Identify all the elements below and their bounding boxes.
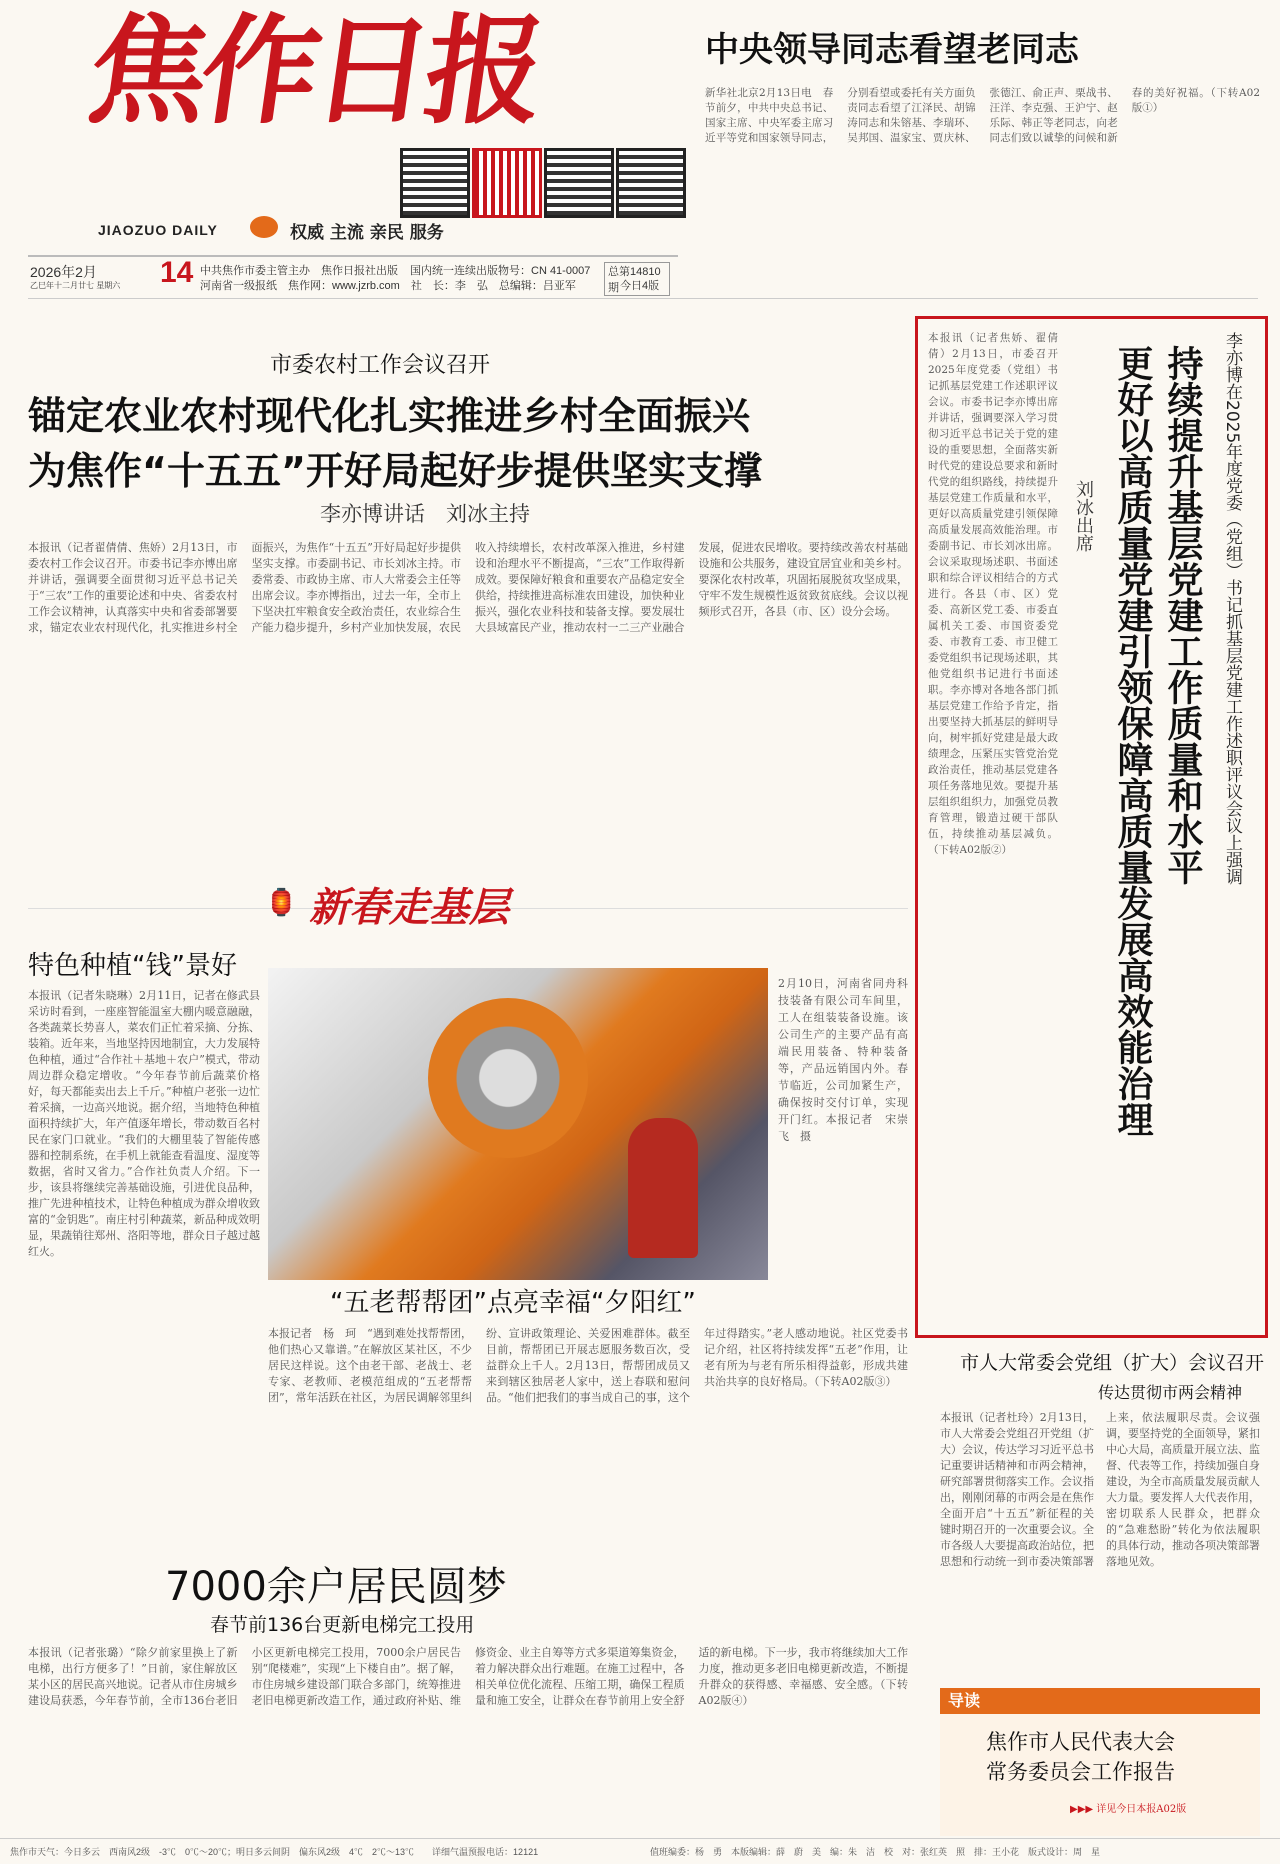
guide-headline2: 常务委员会工作报告 [986,1760,1175,1784]
guide-label: 导读 [948,1691,981,1710]
elevator-subtitle: 春节前136台更新电梯完工投用 [210,1614,475,1636]
guide-jump-link[interactable]: ▶▶▶ 详见今日本报A02版 [1070,1804,1187,1815]
dateline [30,256,670,294]
page-count: 今日4版 [620,280,660,292]
feature2-text: 本报记者 杨 珂 “遇到难处找帮帮团，他们热心又靠谱。”在解放区某社区，不少居民这样说。这个由老干部、老战士、老专家、老教师、老模范组成的“五老帮帮团”，常年活跃在社区，为居民调解邻里纠纷、宣讲政策理论、关爱困难群体。截至目前，帮帮团已开展志愿服务数百次，受益群众上千人。2月13日，帮帮团成员又来到辖区独居老人家中，送上春联和慰问品。“他们把我们的事当成自己的事，这个年过得踏实。”老人感动地说。社区党委书记介绍，社区将持续发挥“五老”作用，让老有所为与老有所乐相得益彰，形成共建共治共享的良好格局。 [268,1327,908,1404]
spring-banner [265,870,645,936]
top-story-lead: 新华社北京2月13日电 春节前夕，中共中央总书记、国家主席、中央军委主席习近平等党和国家领导同志，分别看望或委托有关方面负责同志看望了江泽民、胡锦涛同志和朱镕基、李瑞环、吴邦国、温家宝、贾庆林、张德江、俞正声、栗战书、汪洋、李克强、王沪宁、赵乐际、韩正等老同志，向老同志们致以诚挚的问候和新春的美好祝福。 [705,87,1211,144]
feature1-title: 特色种植“钱”景好 [28,951,237,981]
lead-byline: 李亦博讲话 刘冰主持 [320,502,530,526]
brand-swirl-icon [250,216,278,238]
feature2-jump: （下转A02版③） [814,1375,897,1388]
qr-code-icon [400,148,470,218]
top-story-jump: （下转A02版①） [1131,87,1260,114]
english-name: JIAOZUO DAILY [98,222,218,238]
slogan: 权威 主流 亲民 服务 [290,223,444,243]
qr-code-icon [472,148,542,218]
photo-caption: 2月10日，河南省同舟科技装备有限公司车间里，工人在组装装备设施。该公司生产的主要产品有高端民用装备、特种装备等，产品远销国内外。春节临近，公司加紧生产，确保按时交付订单，实现开门红。本报记者 宋崇飞 摄 [778,977,908,1143]
side-title-col2: 更好以高质量党建引领保障高质量发展高效能治理 [1112,345,1153,1137]
cn-number: 国内统一连续出版物号：CN 41-0007 [410,265,591,277]
congress-body: 本报讯（记者杜玲）2月13日，市人大常委会党组召开党组（扩大）会议，传达学习习近平总书记重要讲话精神和市两会精神，研究部署贯彻落实工作。会议指出，刚刚闭幕的市两会是在焦作全面开启“十五五”新征程的关键时期召开的一次重要会议。全市各级人大要提高政治站位，把思想和行动统一到市委决策部署上来，依法履职尽责。会议强调，要坚持党的全面领导，紧扣中心大局，高质量开展立法、监督、代表等工作，持续加强自身建设，为全市高质量发展贡献人大力量。要发挥人大代表作用，密切联系人民群众，把群众的“急难愁盼”转化为依法履职的具体行动，推动各项决策部署落地见效。 [940,1411,1260,1568]
total-issue: 总第14810期 [604,262,670,296]
banner-title: 新春走基层 [309,884,509,931]
elevator-body [28,1645,908,1830]
side-kicker: 李亦博在2025年度党委（党组）书记抓基层党建工作述职评议会议上强调 [1222,332,1242,886]
lead-kicker: 市委农村工作会议召开 [270,353,491,378]
top-story-body [705,86,1260,254]
feature2-title: “五老帮帮团”点亮幸福“夕阳红” [330,1288,696,1318]
publisher-info: 河南省一级报纸 焦作网：www.jzrb.com 社 长：李 弘 总编辑：吕亚军 [200,280,576,292]
congress-title: 市人大常委会党组（扩大）会议召开 [960,1352,1265,1374]
qr-code-icon [544,148,614,218]
elevator-jump: （下转A02版④） [698,1678,908,1707]
feature1-body: 本报讯（记者朱晓琳）2月11日，记者在修武县采访时看到，一座座智能温室大棚内暖意融融，各类蔬菜长势喜人，菜农们正忙着采摘、分拣、装箱。近年来，当地坚持因地制宜，大力发展特色种植，通过“合作社＋基地＋农户”模式，带动周边群众稳定增收。“今年春节前后蔬菜价格好，每天都能卖出去上千斤。”种植户老张一边忙着采摘，一边高兴地说。据介绍，当地特色种植面积持续扩大，年产值逐年增长，带动数百名村民在家门口就业。“我们的大棚里装了智能传感器和控制系统，在手机上就能查看温度、湿度等数据，省时又省力。”合作社负责人介绍。下一步，该县将继续完善基础设施，引进优良品种，推广先进种植技术，让特色种植成为群众增收致富的“金钥匙”。南庄村引种蔬菜，新品种成效明显，果蔬销往郑州、洛阳等地，群众日子越过越红火。 [28,989,260,1258]
side-title-col1: 持续提升基层党建工作质量和水平 [1162,345,1203,885]
issue-date: 2026年2月 [30,264,97,280]
elevator-title: 7000余户居民圆梦 [165,1564,507,1610]
side-body-text: 本报讯（记者焦娇、翟倩倩）2月13日，市委召开2025年度党委（党组）书记抓基层党建工作述职评议会议。市委书记李亦博出席并讲话，强调要深入学习贯彻习近平总书记关于党的建设的重要思想，全面落实新时代党的建设总要求和新时代党的组织路线，持续提升基层党建工作质量和水平，更好以高质量党建引领保障高质量发展高效能治理。市委副书记、市长刘冰出席。会议采取现场述职、书面述职和综合评议相结合的方式进行。各县（市、区）党委、高新区党工委、市委直属机关工委、市国资委党委、市教育工委、市卫健工委党组织书记现场述职，其他党组织书记进行书面述职。李亦博对各地各部门抓基层党建工作给予肯定，指出要坚持大抓基层的鲜明导向，树牢抓好党建是最大政绩理念，压紧压实管党治党政治责任，推动基层党建各项任务落地见效。要提升基层组织组织力，加强党员教育管理，锻造过硬干部队伍，持续推动基层减负。 [928,332,1058,840]
machine-flange [428,998,588,1158]
side-jump: （下转A02版②） [928,844,1012,856]
lantern-icon: 🏮 [265,888,298,918]
lead-title-line1: 锚定农业农村现代化扎实推进乡村全面振兴 [28,394,751,438]
lead-body: 本报讯（记者翟倩倩、焦娇）2月13日，市委农村工作会议召开。市委书记李亦博出席并讲话，强调要全面贯彻习近平总书记关于“三农”工作的重要论述和中央、省委农村工作会议精神，认真落实中央和省委部署要求，锚定农业农村现代化，扎实推进乡村全面振兴，为焦作“十五五”开好局起好步提供坚实支撑。市委副书记、市长刘冰主持。市委常委、市政协主席、市人大常委会主任等出席会议。李亦博指出，过去一年，全市上下坚决扛牢粮食安全政治责任，农业综合生产能力稳步提升，乡村产业加快发展，农民收入持续增长，农村改革深入推进，乡村建设和治理水平不断提高，“三农”工作取得新成效。要保障好粮食和重要农产品稳定安全供给，持续推进高标准农田建设，加快种业振兴，强化农业科技和装备支撑。要发展壮大县域富民产业，推动农村一二三产业融合发展，促进农民增收。要持续改善农村基础设施和公共服务，建设宜居宜业和美乡村。要深化农村改革，巩固拓展脱贫攻坚成果，守牢不发生规模性返贫致贫底线。会议以视频形式召开，各县（市、区）设分会场。 [28,541,908,634]
sponsor: 中共焦作市委主管主办 焦作日报社出版 [200,265,398,277]
worker-figure [628,1118,698,1258]
lunar-date: 乙巳年十二月廿七 星期六 [30,281,121,290]
side-body [928,330,1058,1320]
issue-day: 14 [160,256,194,289]
elevator-text: 本报讯（记者张璐）“除夕前家里换上了新电梯，出行方便多了！”日前，家住解放区某小区的居民高兴地说。记者从市住房城乡建设局获悉，今年春节前，全市136台老旧小区更新电梯完工投用，7000余户居民告别“爬楼难”，实现“上下楼自由”。据了解，市住房城乡建设部门联合多部门，统筹推进老旧电梯更新改造工作，通过政府补贴、维修资金、业主自筹等方式多渠道筹集资金，着力解决群众出行难题。在施工过程中，各相关单位优化流程、压缩工期，确保工程质量和施工安全，让群众在春节前用上安全舒适的新电梯。下一步，我市将继续加大工作力度，推动更多老旧电梯更新改造，不断提升群众的获得感、幸福感、安全感。 [28,1646,908,1707]
weather-info: 焦作市天气：今日多云 西南风2级 -3℃ 0℃～20℃；明日多云间阴 偏东风2级 4℃ 2℃～13℃ 详细气温预报电话：12121 [10,1847,539,1857]
feature2-body [268,1326,908,1536]
side-byline: 刘冰出席 [1073,480,1094,552]
staff-info: 值班编委：杨 勇 本版编辑：薛 蔚 美 编：朱 洁 校 对：张红英 照 排：王小花 版式设计：周 星 [650,1847,1101,1857]
footer [0,1838,1280,1864]
top-story-title: 中央领导同志看望老同志 [705,30,1079,70]
qr-code-icon [616,148,686,218]
factory-photo [268,968,768,1280]
guide-headline1: 焦作市人民代表大会 [986,1730,1175,1754]
congress-subtitle: 传达贯彻市两会精神 [1098,1383,1243,1402]
lead-title-line2: 为焦作“十五五”开好局起好步提供坚实支撑 [28,449,762,493]
newspaper-logo: 焦作日报 [80,1,548,140]
guide-header [940,1688,1260,1714]
guide-box [940,1688,1260,1836]
